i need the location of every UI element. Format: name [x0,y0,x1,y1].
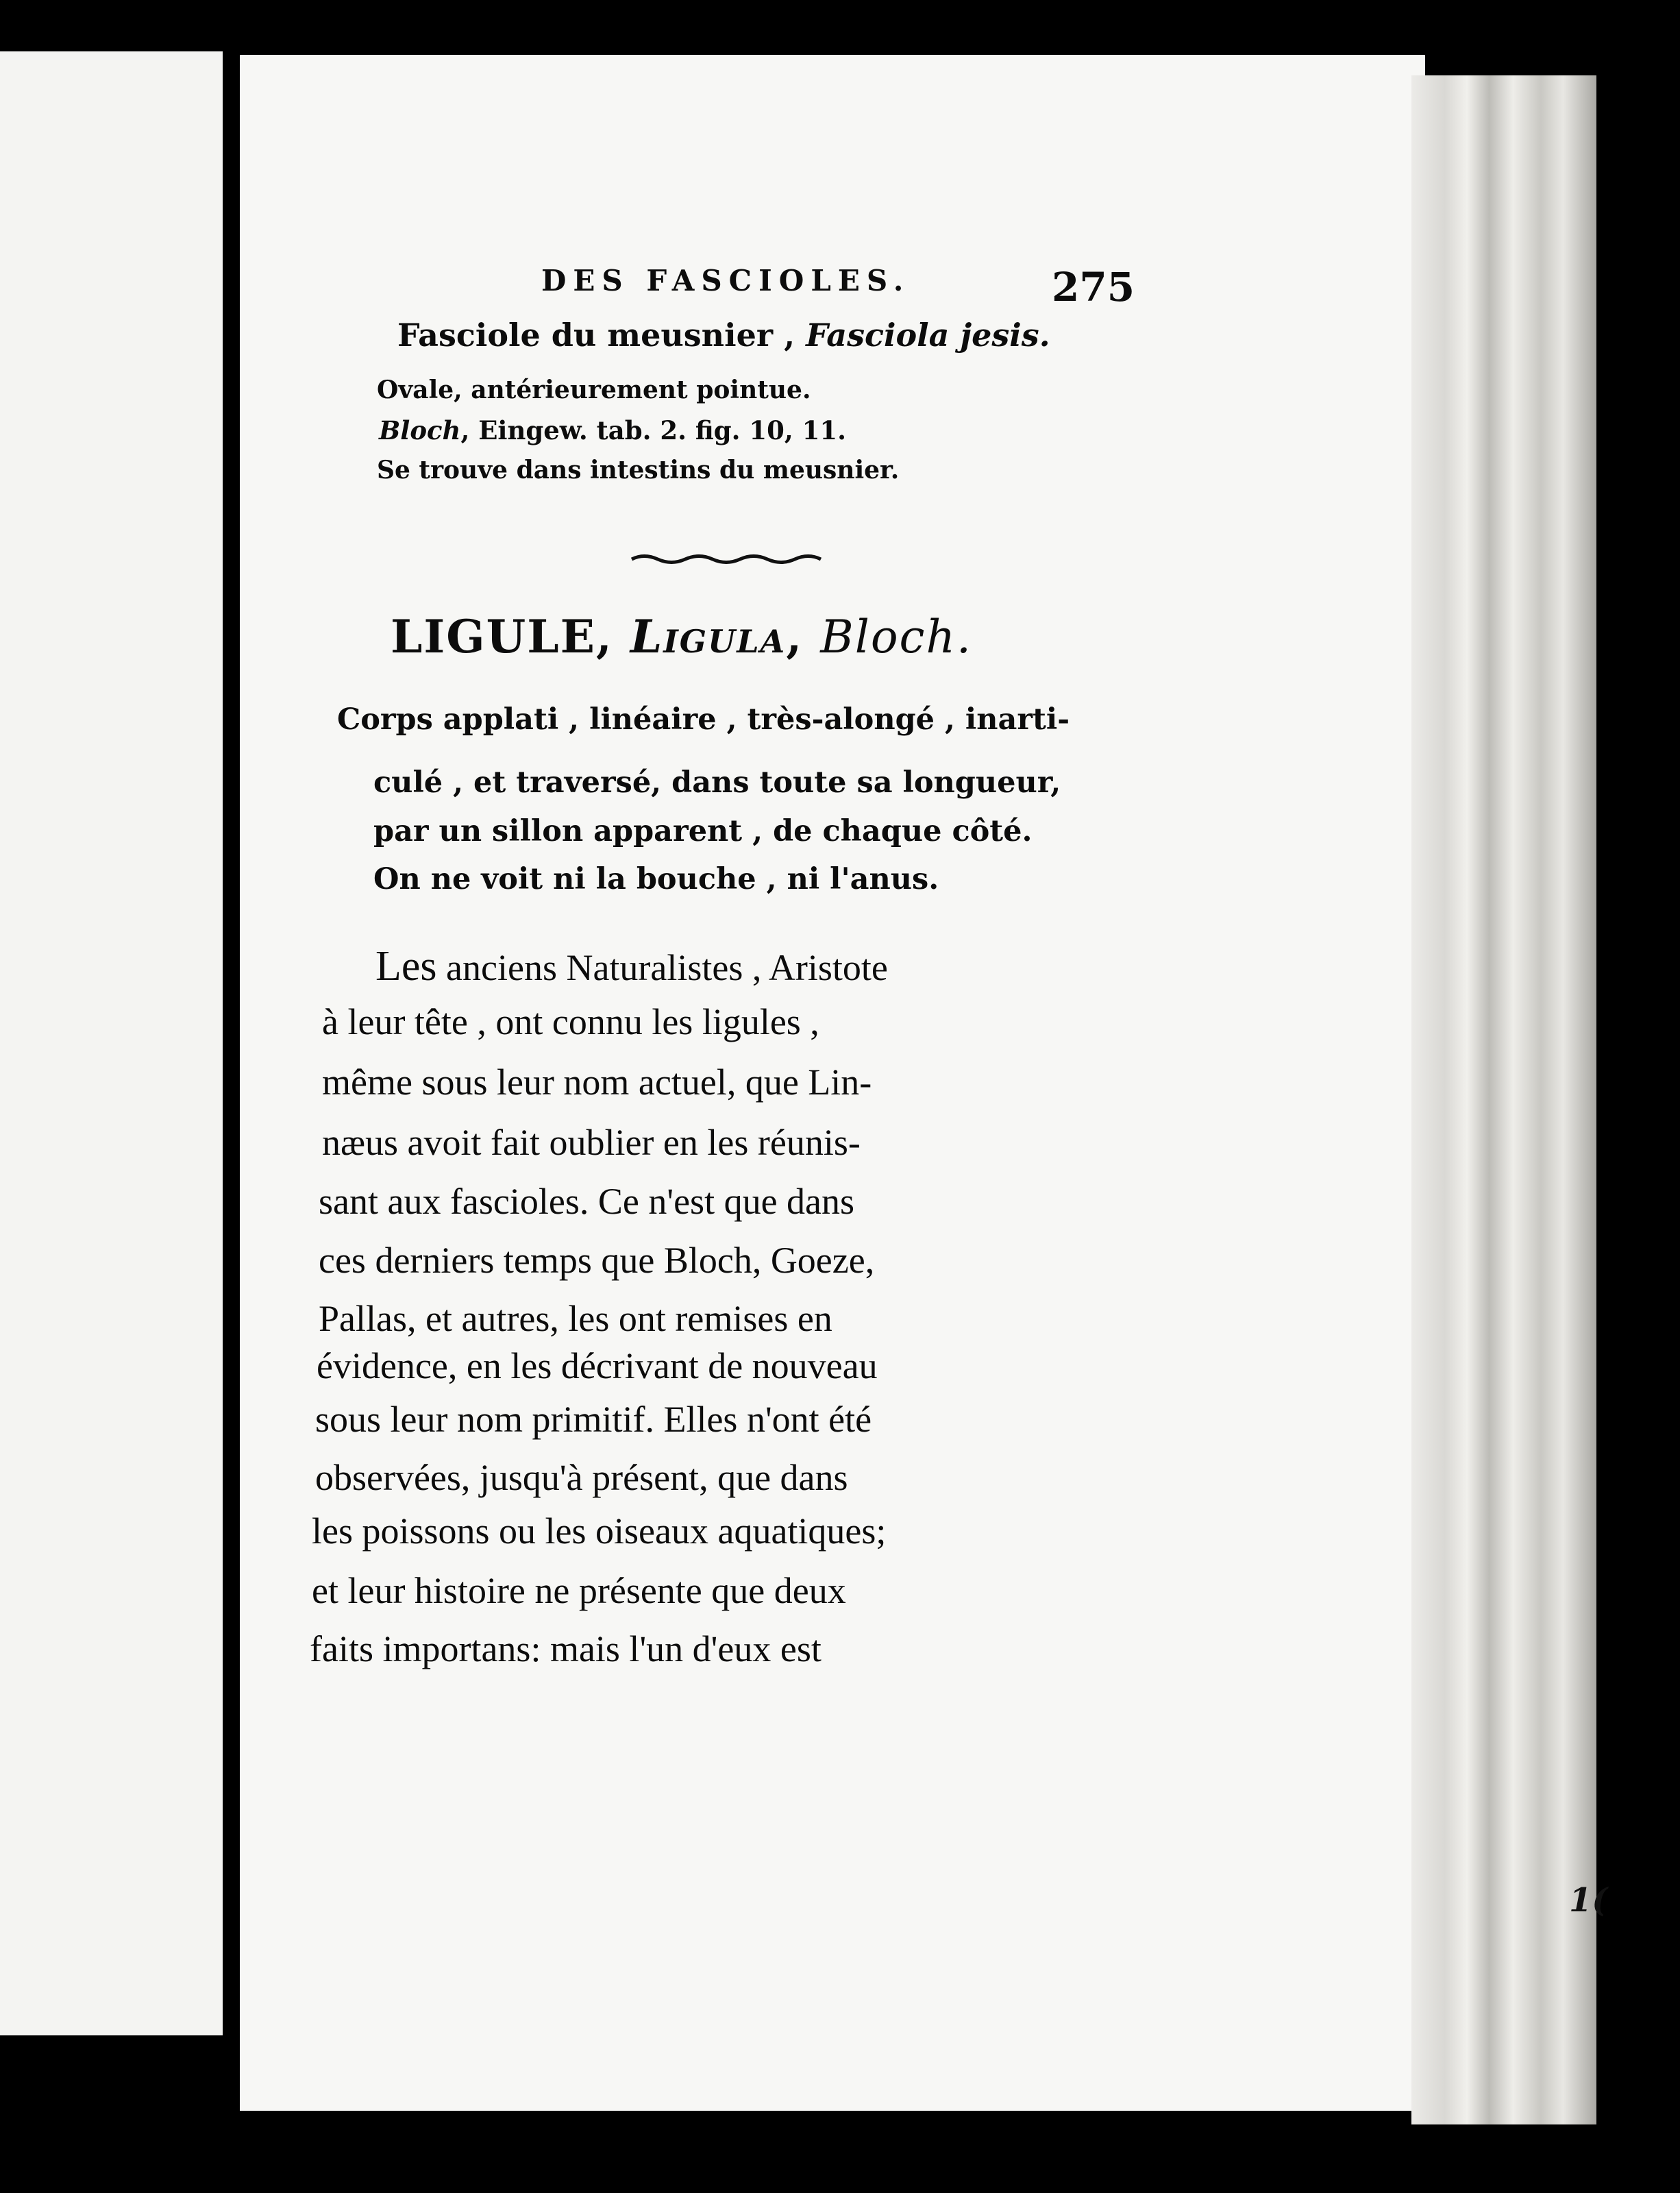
body-line: faits importans: mais l'un d'eux est [310,1628,822,1669]
section-title-genus: Ligula [630,610,787,663]
section-title [391,610,972,663]
body-line: les poissons ou les oiseaux aquatiques; [312,1510,887,1552]
definition-line: culé , et traversé, dans toute sa longueur, [373,765,1061,800]
edge-mark: 1( [1569,1881,1608,1920]
species-name-roman: Fasciole du meusnier , [397,317,795,354]
initial-word: Les [375,943,437,990]
definition-line: par un sillon apparent , de chaque côté. [373,814,1033,848]
species-name [397,317,1050,354]
reference-author: Bloch [379,415,461,445]
body-line: sant aux fascioles. Ce n'est que dans [319,1181,855,1222]
species-reference [379,415,846,445]
body-line: sous leur nom primitif. Elles n'ont été [315,1399,872,1440]
definition-line: Corps applati , linéaire , très-alongé , inarti- [337,702,1070,737]
species-habitat: Se trouve dans intestins du meusnier. [377,456,900,485]
body-line: Pallas, et autres, les ont remises en [319,1298,832,1339]
body-line: même sous leur nom actuel, que Lin- [322,1062,872,1103]
species-name-latin: Fasciola jesis. [806,317,1050,354]
section-title-author: Bloch. [820,611,972,663]
body-line: ces derniers temps que Bloch, Goeze, [319,1240,875,1281]
definition-line: On ne voit ni la bouche , ni l'anus. [373,862,939,896]
running-header: DES FASCIOLES. [541,264,911,297]
page-number: 275 [1052,264,1135,310]
ornamental-divider [630,552,822,567]
section-title-sep: , [786,610,804,663]
body-line: à leur tête , ont connu les ligules , [322,1001,819,1042]
body-line: évidence, en les décrivant de nouveau [317,1345,878,1386]
body-line: observées, jusqu'à présent, que dans [315,1457,848,1498]
first-line-rest: anciens Naturalistes , Aristote [436,947,888,988]
body-line: et leur histoire ne présente que deux [312,1570,846,1611]
species-description: Ovale, antérieurement pointue. [377,376,811,404]
body-first-line [375,942,888,991]
page-edges [1411,75,1596,2124]
reference-details: , Eingew. tab. 2. fig. 10, 11. [460,415,847,445]
body-line: næus avoit fait oublier en les réunis- [322,1122,861,1163]
section-title-roman: LIGULE, [391,610,613,663]
facing-page [0,51,223,2035]
